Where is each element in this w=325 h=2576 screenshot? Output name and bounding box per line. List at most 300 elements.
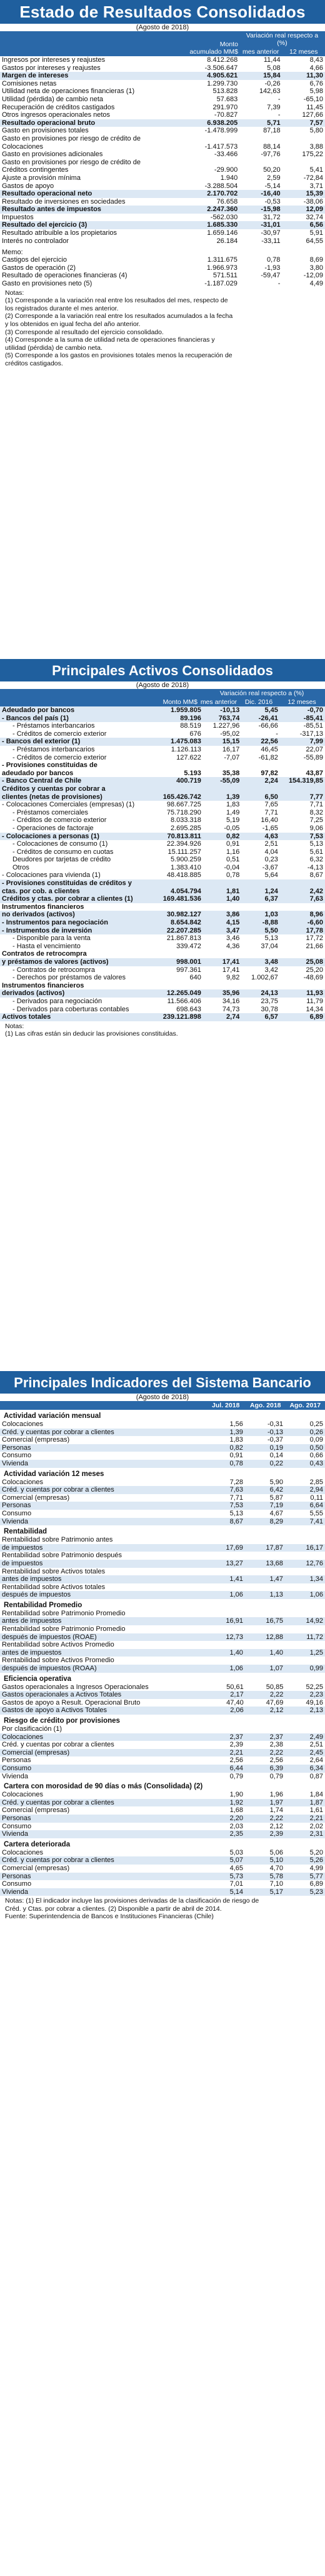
- table-cell: -38,06: [303, 197, 323, 206]
- table-cell: 8,43: [309, 56, 323, 64]
- col-variacion: Variación real respecto a (%): [219, 690, 304, 697]
- table-cell: Vivienda: [0, 1888, 205, 1896]
- table-row: [0, 879, 325, 888]
- table-row: [0, 1873, 325, 1881]
- table-row: [0, 706, 325, 715]
- table-row: [0, 833, 325, 841]
- table-cell: 74,73: [222, 1005, 240, 1013]
- income-statement-title: Estado de Resultados Consolidados: [19, 2, 306, 21]
- table-cell: 15,84: [239, 72, 282, 80]
- table-row: [0, 1707, 325, 1715]
- table-cell: 34,16: [222, 997, 240, 1005]
- table-cell: 0,14: [269, 1452, 284, 1460]
- table-cell: [152, 879, 203, 888]
- table-cell: [280, 903, 325, 911]
- table-row: [0, 229, 325, 237]
- table-cell: 0,43: [285, 1460, 325, 1468]
- table-row: [0, 151, 325, 159]
- table-cell: [285, 1568, 325, 1576]
- table-row: [0, 127, 325, 135]
- table-row: [0, 1880, 325, 1888]
- table-cell: Créd. y cuentas por cobrar a clientes: [0, 1486, 205, 1494]
- table-row: [0, 87, 325, 96]
- table-cell: 12,73: [205, 1633, 245, 1642]
- table-cell: 4,36: [226, 942, 240, 950]
- table-cell: Gastos por intereses y reajustes: [2, 64, 101, 72]
- table-cell: ctas. por cob. a clientes: [0, 888, 152, 896]
- table-cell: 7,71: [264, 808, 278, 816]
- table-cell: 640: [189, 974, 201, 982]
- table-row: [0, 754, 325, 762]
- income-statement-column-header: [0, 31, 325, 56]
- table-cell: -95,02: [220, 730, 240, 738]
- table-cell: 4,63: [241, 833, 279, 841]
- indicator-group-title: Eficiencia operativa: [4, 1675, 72, 1683]
- table-row: [0, 1006, 325, 1014]
- table-cell: - Colocaciones de consumo (1): [12, 840, 108, 848]
- table-cell: [205, 1536, 245, 1544]
- table-cell: 5,71: [239, 119, 282, 127]
- table-row: [0, 1806, 325, 1815]
- table-row: [0, 104, 325, 112]
- table-cell: - Hasta el vencimiento: [12, 942, 81, 950]
- table-cell: 1,97: [245, 1799, 285, 1807]
- table-cell: [280, 950, 325, 958]
- table-row: [0, 1815, 325, 1823]
- table-cell: [241, 950, 279, 958]
- table-cell: 88.519: [180, 722, 201, 730]
- table-cell: 8,67: [205, 1518, 245, 1526]
- table-cell: 5,23: [285, 1888, 325, 1896]
- table-cell: 3,71: [309, 182, 323, 190]
- table-cell: 6,57: [241, 1013, 279, 1021]
- table-cell: después de impuestos: [0, 1591, 205, 1599]
- table-cell: 7,63: [205, 1486, 245, 1494]
- memo-table: [0, 256, 325, 287]
- table-cell: Créd. y cuentas por cobrar a clientes: [0, 1799, 205, 1807]
- table-cell: 97,82: [261, 769, 278, 777]
- col-monto: Monto acumulado MM$: [189, 41, 238, 56]
- table-cell: -30,97: [261, 229, 281, 237]
- note-line: (4) Corresponde a la suma de utilidad neta de operaciones financieras y: [5, 336, 215, 344]
- table-cell: -1,65: [262, 824, 278, 832]
- table-cell: 35,96: [203, 989, 241, 998]
- table-row: [0, 272, 325, 280]
- table-cell: 4,99: [309, 1864, 323, 1872]
- table-cell: 6,37: [241, 895, 279, 903]
- table-cell: [205, 1568, 245, 1576]
- table-cell: 291.970: [212, 103, 238, 111]
- table-row: [0, 1791, 325, 1799]
- table-cell: [203, 879, 241, 888]
- table-cell: -66,66: [258, 722, 278, 730]
- table-row: [0, 738, 325, 746]
- table-cell: [205, 1583, 245, 1592]
- table-cell: [152, 903, 203, 911]
- table-cell: -26,41: [241, 715, 279, 723]
- table-cell: 6,64: [285, 1502, 325, 1510]
- table-cell: 2,56: [229, 1756, 244, 1765]
- note-line: utilidad (pérdida) de cambio neta.: [5, 344, 102, 352]
- table-row: [0, 958, 325, 966]
- table-row: [0, 1610, 325, 1618]
- table-row: [0, 96, 325, 104]
- table-cell: 17,87: [245, 1544, 285, 1552]
- table-cell: -: [276, 730, 278, 738]
- table-cell: Vivienda: [2, 1772, 28, 1780]
- indicators-groups: [0, 1410, 325, 1896]
- table-cell: - Colocaciones para vivienda (1): [2, 871, 101, 879]
- table-cell: -: [278, 111, 281, 119]
- table-cell: 5,55: [309, 1509, 323, 1517]
- table-cell: Comercial (empresas): [2, 1436, 70, 1444]
- table-cell: 6,42: [245, 1486, 285, 1494]
- table-cell: -85,41: [280, 715, 325, 723]
- table-cell: 0,78: [226, 871, 240, 879]
- assets-title: Principales Activos Consolidados: [52, 663, 273, 678]
- table-cell: 11,72: [285, 1633, 325, 1642]
- table-cell: 2,02: [309, 1822, 323, 1830]
- table-row: [0, 715, 325, 723]
- table-cell: 3,88: [309, 142, 323, 151]
- indicators-section: [0, 1372, 325, 1923]
- table-cell: [285, 1625, 325, 1633]
- table-cell: Recuperación de créditos castigados: [2, 103, 115, 111]
- table-cell: 154.319,85: [280, 777, 325, 785]
- table-cell: 5,26: [285, 1856, 325, 1865]
- table-cell: [280, 879, 325, 888]
- table-row: [0, 256, 325, 264]
- table-cell: de impuestos: [0, 1560, 205, 1568]
- table-cell: 1,40: [245, 1649, 285, 1657]
- table-cell: 165.426.742: [152, 793, 203, 801]
- table-cell: -0,13: [245, 1429, 285, 1437]
- table-cell: [241, 761, 279, 770]
- table-cell: 4,66: [309, 64, 323, 72]
- table-cell: 7,71: [229, 1494, 244, 1502]
- memo-title: Memo:: [2, 249, 23, 257]
- table-cell: 1,68: [229, 1806, 244, 1815]
- table-cell: 1.311.675: [207, 256, 238, 264]
- note-line: (3) Corresponde al resultado del ejercicio consolidado.: [5, 328, 164, 336]
- table-row: [0, 1568, 325, 1576]
- table-cell: 25,08: [280, 958, 325, 966]
- table-cell: [205, 1657, 245, 1665]
- table-cell: 5,06: [269, 1848, 284, 1856]
- table-row: [0, 72, 325, 80]
- table-cell: 4.054.794: [152, 888, 203, 896]
- table-row: [0, 1452, 325, 1460]
- table-cell: 16,17: [285, 1544, 325, 1552]
- table-cell: 2,51: [264, 840, 278, 848]
- table-cell: [152, 761, 203, 770]
- table-cell: - Préstamos comerciales: [12, 808, 89, 816]
- table-cell: 17,41: [222, 966, 240, 974]
- table-cell: 1,83: [226, 801, 240, 809]
- table-cell: -97,76: [261, 151, 281, 159]
- table-cell: 5,64: [264, 871, 278, 879]
- table-cell: Comercial (empresas): [2, 1864, 70, 1872]
- indicator-table: [0, 1479, 325, 1526]
- table-cell: [205, 1641, 245, 1649]
- table-cell: 0,11: [310, 1494, 323, 1502]
- table-cell: 8,67: [309, 871, 323, 879]
- table-cell: 1.966.973: [206, 264, 238, 272]
- table-row: [0, 1699, 325, 1707]
- table-cell: 676: [189, 730, 201, 738]
- table-cell: - Disponible para la venta: [12, 934, 91, 943]
- table-cell: Resultado operacional bruto: [0, 119, 188, 127]
- assets-subtitle: (Agosto de 2018): [136, 681, 189, 689]
- table-cell: 89.196: [152, 715, 203, 723]
- table-cell: [203, 982, 241, 990]
- table-cell: -3,67: [262, 863, 278, 871]
- table-cell: Rentabilidad sobre Patrimonio antes: [2, 1536, 113, 1544]
- table-cell: 48.418.885: [166, 871, 201, 879]
- table-cell: 1,06: [285, 1591, 325, 1599]
- table-cell: 0,99: [285, 1665, 325, 1673]
- table-cell: 2,22: [245, 1749, 285, 1757]
- table-cell: 5,13: [309, 840, 323, 848]
- table-cell: Impuestos: [2, 213, 34, 221]
- table-cell: 50,61: [226, 1683, 244, 1691]
- indicator-table: [0, 1536, 325, 1599]
- table-cell: 22,56: [241, 738, 279, 746]
- table-cell: 7,53: [280, 833, 325, 841]
- table-cell: -72,84: [303, 174, 323, 182]
- table-cell: -65,10: [303, 95, 323, 103]
- col-monto: Monto MM$: [162, 698, 198, 706]
- table-row: [0, 1691, 325, 1699]
- table-row: [0, 1633, 325, 1642]
- table-row: [0, 1665, 325, 1673]
- table-cell: Rentabilidad sobre Activos totales: [2, 1567, 106, 1575]
- table-row: [0, 56, 325, 64]
- table-cell: 5.900.259: [170, 856, 201, 864]
- table-cell: 5,20: [309, 1848, 323, 1856]
- table-cell: 5,98: [309, 87, 323, 96]
- note-line: (5) Corresponde a los gastos en provisiones totales menos la recuperación de: [5, 352, 232, 360]
- table-row: [0, 770, 325, 778]
- table-cell: 2,49: [285, 1733, 325, 1741]
- table-row: [0, 777, 325, 785]
- table-row: [0, 1479, 325, 1487]
- table-cell: 8,32: [309, 808, 323, 816]
- table-row: [0, 895, 325, 903]
- indicator-group-title: Actividad variación mensual: [4, 1412, 101, 1420]
- table-cell: 5,50: [241, 927, 279, 935]
- table-cell: 14,92: [285, 1617, 325, 1625]
- table-cell: Otros ingresos operacionales netos: [2, 111, 111, 119]
- note-line: (1) Las cifras están sin deducir las provisiones constituidas.: [5, 1030, 178, 1038]
- table-cell: 3,47: [203, 927, 241, 935]
- table-cell: [188, 159, 240, 167]
- table-cell: 2,51: [309, 1741, 323, 1749]
- table-row: [0, 1657, 325, 1665]
- table-row: [0, 80, 325, 88]
- table-cell: [285, 1610, 325, 1618]
- table-cell: Rentabilidad sobre Activos Promedio: [2, 1657, 114, 1665]
- table-cell: 1,07: [245, 1665, 285, 1673]
- table-cell: 0,82: [205, 1444, 245, 1452]
- assets-notes: [0, 1021, 325, 1041]
- table-cell: - Derivados para coberturas contables: [12, 1005, 129, 1013]
- table-cell: -12,09: [303, 272, 323, 280]
- table-cell: 5,14: [205, 1888, 245, 1896]
- table-cell: no derivados (activos): [0, 911, 152, 919]
- table-cell: Colocaciones: [2, 1420, 44, 1428]
- table-cell: Personas: [0, 1502, 205, 1510]
- table-cell: Comercial (empresas): [2, 1806, 70, 1815]
- table-cell: Resultado antes de impuestos: [0, 206, 188, 214]
- table-cell: - Instrumentos para negociación: [0, 919, 152, 927]
- table-cell: Resultado operacional neto: [0, 190, 188, 198]
- table-cell: 0,82: [203, 833, 241, 841]
- table-cell: 21.867.813: [166, 934, 201, 943]
- table-cell: -55,09: [203, 777, 241, 785]
- table-cell: 5,45: [241, 706, 279, 715]
- table-cell: Personas: [2, 1756, 31, 1765]
- table-cell: [152, 785, 203, 793]
- table-cell: [282, 159, 325, 167]
- table-cell: Gastos de apoyo a Activos Totales: [0, 1707, 206, 1715]
- table-cell: [245, 1552, 285, 1560]
- table-cell: Gastos de apoyo: [2, 182, 54, 190]
- table-row: [0, 785, 325, 793]
- table-cell: -7,07: [224, 753, 240, 761]
- table-cell: [245, 1625, 285, 1633]
- table-cell: Adeudado por bancos: [0, 706, 152, 715]
- table-cell: 1.940: [220, 174, 238, 182]
- table-cell: 46,45: [261, 745, 278, 753]
- table-cell: Gasto en provisiones neto (5): [2, 280, 92, 288]
- table-row: [0, 722, 325, 730]
- table-cell: 2,85: [309, 1478, 323, 1486]
- table-cell: Instrumentos financieros: [2, 903, 84, 911]
- table-cell: 8.654.842: [152, 919, 203, 927]
- table-cell: 1,83: [229, 1436, 243, 1444]
- table-cell: 87,18: [263, 127, 281, 135]
- table-cell: 5,61: [309, 848, 323, 856]
- col-12m: 12 meses: [289, 48, 318, 56]
- table-cell: 76.658: [216, 197, 238, 206]
- table-cell: 1,49: [226, 808, 240, 816]
- table-row: [0, 1765, 325, 1773]
- table-cell: antes de impuestos: [0, 1575, 205, 1583]
- table-row: [0, 1583, 325, 1592]
- table-cell: 1,25: [285, 1649, 325, 1657]
- table-cell: de impuestos: [0, 1544, 205, 1552]
- table-cell: Comercial (empresas): [2, 1494, 70, 1502]
- table-cell: -3.506.647: [204, 64, 238, 72]
- table-cell: 22,07: [306, 745, 323, 753]
- table-row: [0, 927, 325, 935]
- table-cell: 0,23: [264, 856, 278, 864]
- table-cell: -6,60: [280, 919, 325, 927]
- table-cell: - Bancos del exterior (1): [0, 738, 152, 746]
- table-cell: 1,39: [203, 793, 241, 801]
- indicators-notes: [0, 1896, 325, 1923]
- table-cell: 2.247.360: [188, 206, 240, 214]
- table-cell: Colocaciones: [0, 1733, 205, 1741]
- table-cell: 4,65: [229, 1864, 244, 1872]
- table-cell: Ajuste a provisión mínima: [2, 174, 81, 182]
- table-cell: 6,34: [285, 1765, 325, 1773]
- table-row: [0, 919, 325, 927]
- table-cell: Comisiones netas: [2, 79, 57, 87]
- table-cell: 32,74: [306, 213, 323, 221]
- table-cell: 175,22: [302, 151, 323, 159]
- table-cell: -8,88: [241, 919, 279, 927]
- table-row: [0, 1510, 325, 1518]
- table-cell: 3,46: [226, 934, 240, 943]
- table-row: [0, 974, 325, 982]
- table-cell: 8.412.268: [207, 56, 238, 64]
- table-cell: 698.643: [176, 1005, 201, 1013]
- table-cell: 12,88: [245, 1633, 285, 1642]
- table-cell: 11,44: [263, 56, 281, 64]
- table-cell: 49,16: [306, 1698, 323, 1707]
- table-cell: - Créditos de comercio exterior: [12, 753, 107, 761]
- table-cell: Gasto en provisiones totales: [2, 127, 89, 135]
- indicator-table: [0, 1610, 325, 1673]
- table-row: [0, 903, 325, 911]
- table-cell: 8.033.318: [170, 816, 201, 825]
- table-cell: 4,70: [269, 1864, 284, 1872]
- table-row: [0, 888, 325, 896]
- table-cell: 1.227,96: [212, 722, 240, 730]
- table-cell: 50,20: [263, 166, 281, 174]
- note-line: (2) Corresponde a la variación real entre los resultados acumulados a la fecha: [5, 312, 233, 320]
- table-row: [0, 1552, 325, 1560]
- table-row: [0, 966, 325, 974]
- table-row: [0, 856, 325, 864]
- table-cell: [245, 1610, 285, 1618]
- table-cell: 3,80: [309, 264, 323, 272]
- table-cell: 0,19: [245, 1444, 285, 1452]
- table-row: [0, 1494, 325, 1502]
- table-cell: [205, 1625, 245, 1633]
- table-cell: 98.667.725: [166, 801, 201, 809]
- table-cell: 0,91: [226, 840, 240, 848]
- table-cell: 1,87: [285, 1799, 325, 1807]
- table-row: [0, 1420, 325, 1429]
- note-line: créditos castigados.: [5, 359, 63, 367]
- table-cell: 1,81: [203, 888, 241, 896]
- table-cell: -1.478.999: [204, 127, 238, 135]
- table-row: [0, 1849, 325, 1857]
- table-row: [0, 746, 325, 754]
- table-cell: -33,11: [261, 237, 281, 245]
- table-cell: 1.475.083: [152, 738, 203, 746]
- assets-section: [0, 660, 325, 1371]
- table-cell: Créditos y cuentas por cobrar a: [0, 785, 152, 793]
- table-cell: 7,10: [269, 1880, 284, 1888]
- table-row: [0, 221, 325, 229]
- table-cell: 22.207.285: [152, 927, 203, 935]
- table-cell: 26.184: [216, 237, 238, 245]
- table-row: [0, 1741, 325, 1749]
- table-cell: Consumo: [2, 1509, 32, 1517]
- table-cell: 15,15: [203, 738, 241, 746]
- income-statement-section: [0, 0, 325, 659]
- table-row: [0, 143, 325, 151]
- table-cell: -61,82: [258, 753, 278, 761]
- indicator-table: [0, 1725, 325, 1780]
- table-cell: 12.265.049: [152, 989, 203, 998]
- table-cell: - Créditos de consumo en cuotas: [12, 848, 114, 856]
- table-cell: -0,05: [224, 824, 240, 832]
